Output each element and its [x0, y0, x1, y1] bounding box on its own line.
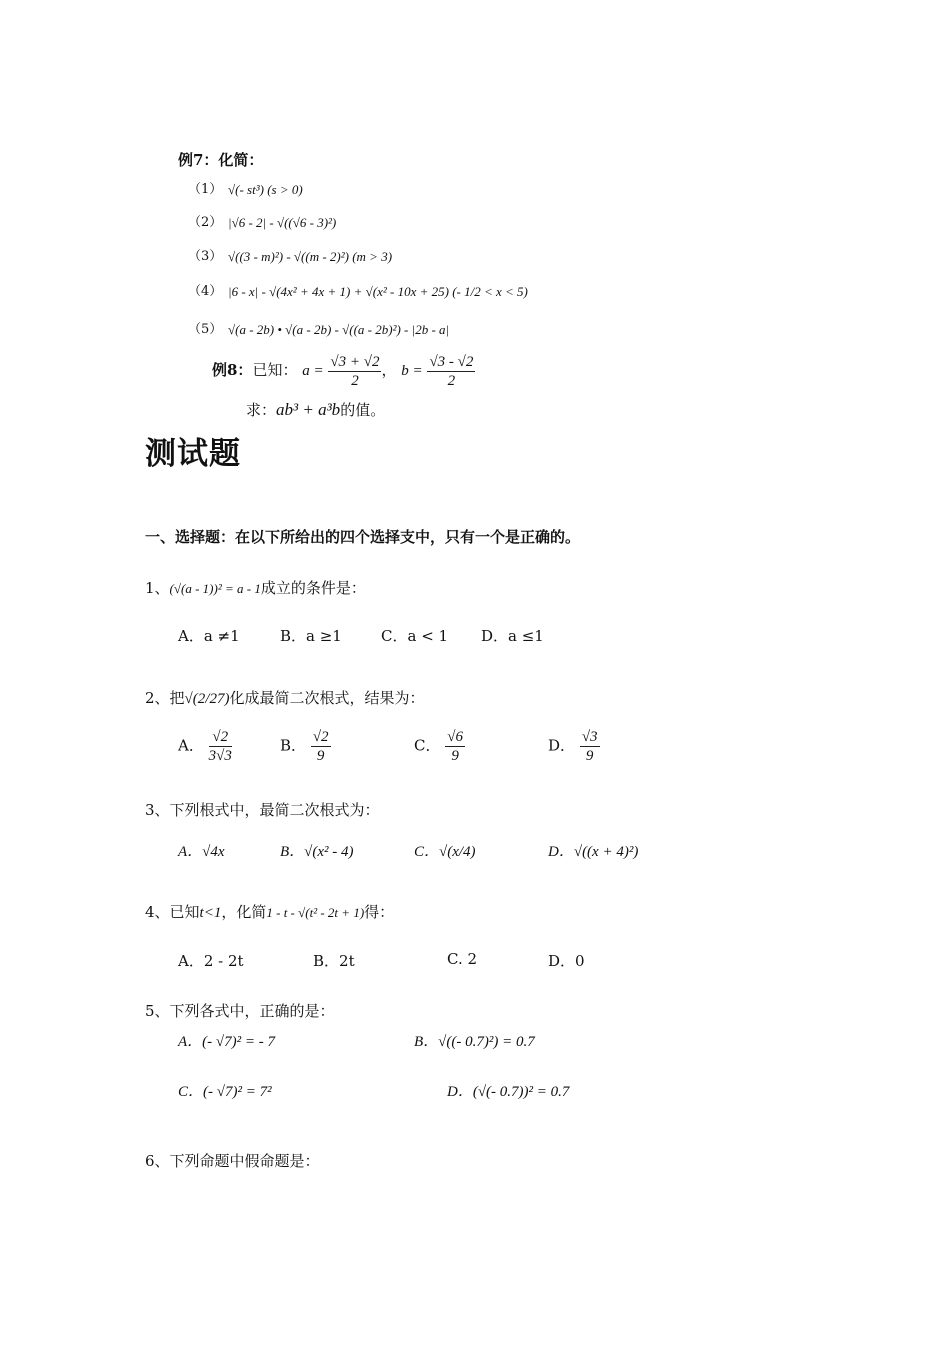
q2-option-a-num: √2	[209, 728, 232, 747]
ex8-heading: 例8：	[212, 361, 253, 379]
q5-option-c: C．(- √7)² = 7²	[178, 1084, 272, 1100]
ex8-ask-tail: 的值。	[340, 401, 386, 419]
ex7-item-2-expr: |√6 - 2| - √((√6 - 3)²)	[228, 215, 337, 230]
ex7-item-1-num: （1）	[188, 182, 223, 197]
q2-option-a-label: A．	[178, 736, 204, 755]
q2-option-d	[548, 728, 600, 765]
ex8-row	[212, 352, 475, 390]
q1-option-d: D．a ≤1	[481, 627, 544, 645]
q2-option-b-label: B．	[280, 736, 307, 755]
q1-option-c: C．a < 1	[381, 627, 449, 645]
ex7-heading: 例7：化简：	[178, 151, 264, 169]
q4-option-c: C. 2	[447, 950, 478, 968]
q4-option-a: A．2 - 2t	[178, 952, 244, 970]
q2-option-c-fraction	[445, 728, 465, 765]
ex8-ask: 求：	[246, 401, 277, 419]
q3-option-b: B．√(x² - 4)	[280, 844, 354, 860]
q1-stem	[145, 578, 366, 599]
ex8-a-denominator: 2	[351, 372, 359, 389]
q5-stem: 5、下列各式中，正确的是：	[145, 1002, 335, 1020]
q3-stem: 3、下列根式中，最简二次根式为：	[145, 801, 380, 819]
q2-expr: √(2/27)	[184, 691, 230, 707]
q2-option-d-fraction	[580, 728, 600, 765]
q1-stem-text: 成立的条件是：	[260, 579, 366, 597]
q4-condition: t<1	[199, 905, 222, 921]
ex8-a-fraction	[328, 353, 381, 390]
test-title: 测试题	[145, 436, 241, 472]
q1-option-a: A．a ≠1	[178, 627, 240, 645]
q6-stem: 6、下列命题中假命题是：	[145, 1152, 320, 1170]
ex8-b-lhs: b =	[401, 363, 423, 379]
q2-option-c-label: C．	[414, 736, 441, 755]
q4-option-b: B．2t	[313, 952, 355, 970]
ex8-a-lhs: a =	[302, 363, 324, 379]
q2-option-d-den: 9	[585, 748, 594, 764]
ex8-a-numerator: √3 + √2	[330, 353, 380, 370]
q4-expr: 1 - t - √(t² - 2t + 1)	[266, 905, 365, 920]
q5-option-d: D．(√(- 0.7))² = 0.7	[447, 1084, 570, 1100]
q2-option-c	[414, 728, 465, 765]
q4-stem	[145, 902, 394, 923]
q1-number: 1、	[145, 579, 170, 597]
q4-option-d: D．0	[548, 952, 585, 970]
ex7-item-3-num: （3）	[188, 249, 223, 264]
q1-expr: (√(a - 1))² = a - 1	[169, 581, 261, 596]
q2-option-d-num: √3	[581, 729, 598, 745]
q2-option-a-den: 3√3	[208, 748, 232, 764]
q2-option-a-fraction	[209, 728, 232, 765]
q5-option-a: A．(- √7)² = - 7	[178, 1034, 275, 1050]
q2-option-b-den: 9	[316, 748, 325, 764]
q4-stem-text: 得：	[364, 903, 395, 921]
q1-option-b: B．a ≥1	[280, 627, 342, 645]
ex7-item-5-expr: √(a - 2b) • √(a - 2b) - √((a - 2b)²) - |2b - a|	[228, 322, 450, 337]
q2-option-c-den: 9	[451, 748, 459, 764]
q3-option-c: C．√(x/4)	[414, 844, 476, 860]
q2-stem	[145, 688, 424, 709]
ex7-item-2-num: （2）	[188, 215, 223, 230]
q5-option-b: B．√((- 0.7)²) = 0.7	[414, 1034, 535, 1050]
ex7-item-1-expr: √(- st³) (s > 0)	[228, 182, 303, 197]
q2-option-d-label: D．	[548, 736, 576, 755]
ex8-ask-expr: ab³ + a³b	[276, 400, 341, 419]
ex8-ask-row	[246, 400, 385, 420]
q2-option-b-fraction	[311, 728, 331, 765]
q2-option-b	[280, 728, 331, 765]
ex7-item-5-num: （5）	[188, 322, 223, 337]
ex7-item-4-expr: |6 - x| - √(4x² + 4x + 1) + √(x² - 10x + 25) (- 1/2 < x < 5)	[228, 284, 528, 299]
ex8-b-fraction	[427, 353, 475, 390]
q2-option-a	[178, 728, 232, 765]
q2-number: 2、把	[145, 689, 185, 707]
q2-stem-text: 化成最简二次根式，结果为：	[229, 689, 425, 707]
section-heading: 一、选择题：在以下所给出的四个选择支中，只有一个是正确的。	[145, 528, 581, 546]
ex7-item-4-num: （4）	[188, 284, 223, 299]
ex8-b-numerator: √3 - √2	[429, 353, 474, 370]
q2-option-b-num: √2	[312, 729, 329, 745]
q3-option-d: D．√((x + 4)²)	[548, 844, 639, 860]
ex8-separator: ，	[381, 361, 397, 379]
q4-stem-mid: ，化简	[221, 903, 267, 921]
q2-option-c-num: √6	[447, 729, 463, 745]
ex7-item-3-expr: √((3 - m)²) - √((m - 2)²) (m > 3)	[228, 249, 393, 264]
ex8-given: 已知：	[252, 361, 298, 379]
q3-option-a: A．√4x	[178, 844, 225, 860]
ex8-b-denominator: 2	[447, 372, 456, 389]
q4-number: 4、已知	[145, 903, 200, 921]
